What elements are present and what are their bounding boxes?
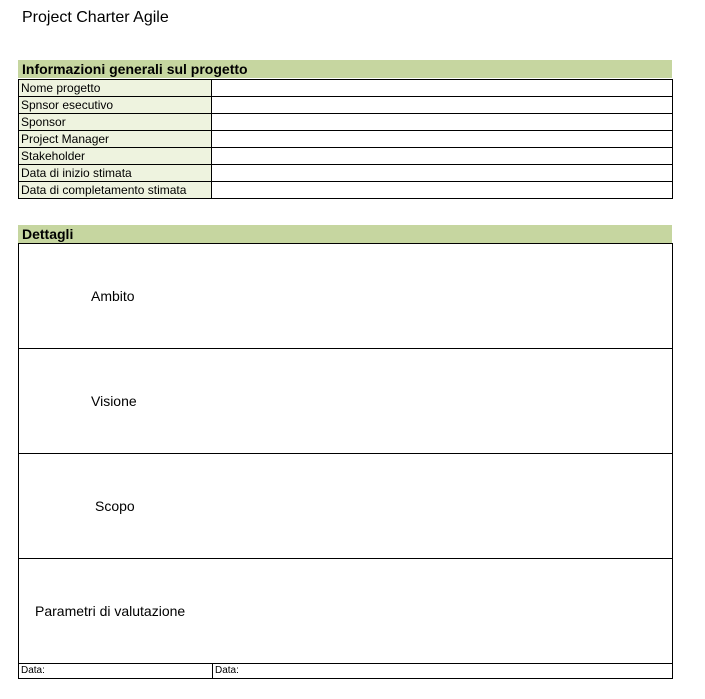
table-row xyxy=(19,131,673,148)
general-info-table xyxy=(18,79,673,199)
table-row xyxy=(19,97,673,114)
sponsor-field[interactable] xyxy=(212,114,673,131)
table-row xyxy=(19,165,673,182)
detail-cell-scopo[interactable] xyxy=(19,454,672,559)
table-row xyxy=(19,114,673,131)
footer-date-left[interactable]: Data: xyxy=(21,665,45,676)
details-header: Dettagli xyxy=(18,225,672,243)
table-row xyxy=(19,80,673,97)
detail-cell-ambito[interactable] xyxy=(19,244,672,349)
detail-label-ambito: Ambito xyxy=(91,288,135,304)
footer-date-right[interactable]: Data: xyxy=(215,665,239,676)
label-start-date: Data di inizio stimata xyxy=(19,165,212,182)
project-name-field[interactable] xyxy=(212,80,673,97)
table-row xyxy=(19,148,673,165)
detail-label-parametri: Parametri di valutazione xyxy=(35,603,186,619)
details-box xyxy=(18,243,673,664)
executive-sponsor-field[interactable] xyxy=(212,97,673,114)
footer-date-row xyxy=(18,663,673,679)
label-completion-date: Data di completamento stimata xyxy=(19,182,212,199)
detail-label-scopo: Scopo xyxy=(95,498,135,514)
label-executive-sponsor: Spnsor esecutivo xyxy=(19,97,212,114)
label-sponsor: Sponsor xyxy=(19,114,212,131)
detail-cell-visione[interactable] xyxy=(19,349,672,454)
label-project-manager: Project Manager xyxy=(19,131,212,148)
start-date-field[interactable] xyxy=(212,165,673,182)
label-stakeholder: Stakeholder xyxy=(19,148,212,165)
table-row xyxy=(19,182,673,199)
stakeholder-field[interactable] xyxy=(212,148,673,165)
detail-cell-parametri[interactable] xyxy=(19,559,672,664)
completion-date-field[interactable] xyxy=(212,182,673,199)
detail-label-visione: Visione xyxy=(91,393,137,409)
page-title: Project Charter Agile xyxy=(22,9,169,26)
general-info-header: Informazioni generali sul progetto xyxy=(18,60,672,78)
project-manager-field[interactable] xyxy=(212,131,673,148)
label-project-name: Nome progetto xyxy=(19,80,212,97)
